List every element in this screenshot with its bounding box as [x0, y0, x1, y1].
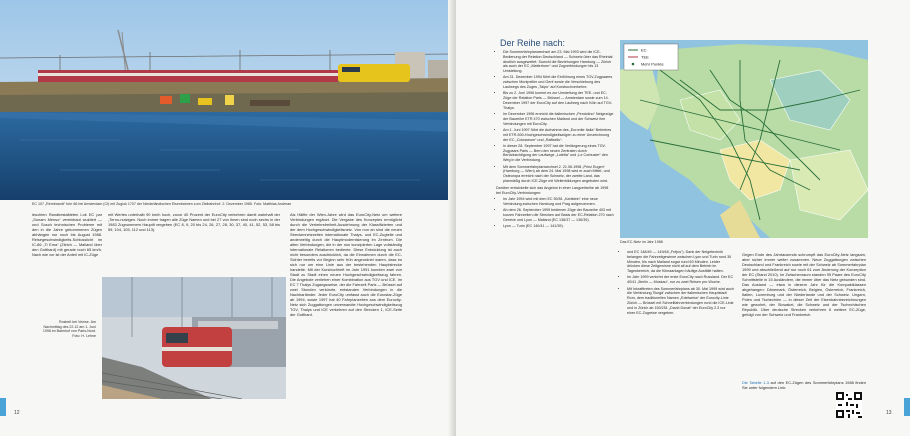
table-note-text: auf den EC-Zügen des Sommerfahrplans 1988 finden Sie unter folgendem Link: [742, 380, 866, 390]
station-photo [102, 277, 286, 399]
qr-code[interactable] [836, 392, 862, 418]
bullet-item: • In dieser 28. September 1997 hat die Verlängerung eines TGV-Zugpaars Paris — Bern den neuen Zentralen durch Berücksichtigung der Laufwege „Lutetia“ und „Le Corbusier“ den Weg in die Verbindung. [503, 144, 614, 163]
left-column-3: Als Hälfte der Wien-Jahre wird das EuroCity-Netz um weitere Verbindungen ergänzt. Die Vergabe des Konzeptes ermöglicht durch die Verkehrsfreiheit-Ausdehnung der Klassifizierten und der dem Hochgeschwindigkeitsnetz. Von nun an sind die neuen Streckennetzzeiten internationale Thalys- und EC-Zugteile und anderweitig durch die Hauptmodernisierung im Zentrum. Die alten Verbindungen, die in der nun konzipierten Lage vollständig internationale Relationen bediente. Diese Entwicklung ist auch nicht besonders ausdrücklich, da die Einnahmen durch die EC-Sichter bereits vor Beginn sehr früh angeordnet waren, dass es sich nur um eine Linie aus der bestehenden Hauptstrecke handelte. Mit der Kursbuchheft im Jahr 1991 konnten zwei von Stadt zu Stadt einen neuen Hochgeschwindigkeitszug fahren. Die Angebote verliehen einer Kombination aus TGV und ICE. Im EC 7 Thalys Zugangsweise, der die Fahrzeit Paris — Brüssel auf zwei Stunden verkürzte, entstanden Verbindungen in die Nachbarländer. Jeder EuroCity umfasst auch die Eurostar-Züge ab 1994, sowie 1997 hat 40 Fahrplanzeiten aus dem Eurocity-Netz sich Zuggattungen unverwandte Hochgeschwindigkeitszug TGV, Thalys und ICE verkehren auf den Strecken 1, ICE-Seite der Gotthard. [290, 212, 402, 317]
map-caption: Das EC-Netz im Jahr 1988 [620, 240, 663, 244]
bullets-column-2 [620, 250, 734, 317]
bullet-item: • Im Jahr 1999 verkehrt der erste EuroCity nach Russland. Der EC 40/41 „Berlin — Moskau“, nur zu zwei Reisen pro Woche. [627, 275, 734, 285]
top-photo-caption: EC 107 „Rembrandt“ fuhr 86 bei Amsterdam (Ct) mit Zuglok 1707 der Niederländischen Eisenbahnen zum Zielbahnhof. 2. Dezember 1985. Foto: Matthias Andreae [32, 202, 292, 206]
right-page [456, 0, 910, 436]
right-column-3: Gegen Ende des Jahrtausends schrumpft das EuroCity-Netz langsam, aber sicher immer weiter zusammen. Neue Zuggattungen zwischen Deutschland und Frankreich sowie mit der Schweiz ab Sommerfahrplan 1999 und abschließend auf nur noch 61 zum Änderung der Konzeption der EC (Stand 2010). Im Zwischenraum standen 95 Paare des EuroCity Schnittstelle in 15 Ausländern, die immer über das Netz gebunden sind. Das Ausland — etwa in diesem Jahr für die Kompaktklassen abgehangen: Dänemark, Österreich, Belgien, Österreich, Frankreich, Italien, Luxemburg und der Niederlande und der Schweiz. Ungarn, Polen und Tschechien — in dieser Zeit der Eisenbahnbezeichnungen wie gewohnt, der Slowakei, die Schweiz und der Tschechischen Republik. Über deutsche Strecken verkehren 6 weitere EC-Züge, gefolgt von der Schweiz und Frankreich. [742, 252, 866, 317]
bullet-item: • Bis zu 2. Juni 1996 kommt es zur Umstellung der TEE- und EC-Züge der Relation Paris — Brüssel — Amsterdam sowie zum 14. Dezember 1997 der EuroCity auf den Laufweg nach Köln auf TGV-Thalys. [503, 91, 614, 110]
bullet-item: • Ab dem 26. September 1999 bedienen Züge der Baureihe 403 mit kurzen Fahrzeiten die Strecken auf Basis der EC-Relation 270 nach Genève und Lyon — Mailand (EC 136/37 — 136/39). [503, 208, 614, 222]
left-column-2: mit Wertes unterhalb 90 km/h hoch, zuvor 40 Prozent der EuroCity verkehren damit wahrhaft der „Terno-nutzigen. Noch immer tragen alle Züge Namen und bei 27 von ihnen sind noch sechs in der 1983 Zugnummern Hauptit vergeben (EC 8, 9, 20 bis 24, 26, 27, 28, 30, 37, 40, 41, 52, 53, 58 bis 59, 104, 105, 112 und 113). [108, 212, 280, 232]
right-page-number: 13 [886, 410, 892, 416]
station-photo-caption: Rosbelt bei Venise. Am Nachmittag des 22.12 am 1. Juni 1998 im Bahnhof von Paris-Nord. Foto: H. Lehne [42, 320, 96, 338]
section-heading: Der Reihe nach: [500, 38, 566, 48]
left-column-1: leuchten Randbestaltteten Lok EC par „Sonam Menso“ vereinbaut wuldiert — und Sosch technischen Probleme mit den in die Jahre gekommenen Zügen abhängen nur noch bis August 1988. Reisegeschwindigkeits-Schlusslicht im IC-86 „Ti Ema“ (Ziirich — Mailand über den Gotthard) mit gerade noch 65 km/h. Nach wie vor ist der Anteil mit IC-Züge [32, 212, 102, 257]
bullet-item: • Lyon — Turin (EC 140/41 — 141/39). [503, 224, 614, 229]
left-page-number: 12 [14, 410, 20, 416]
bullet-item: • Im Dezember 1996 erreicht die italienischen „Pendolino“ Neigezüge der Baureihe ETR 470 zwischen Mailand und der Schweiz ihre Verbindungen mit EuroCity. [503, 112, 614, 126]
legend-entry: EC [641, 47, 647, 53]
legend-entry: TEE [641, 54, 649, 60]
table-link[interactable]: Die Tabelle 1-3 [742, 380, 769, 385]
right-page-marker [904, 398, 910, 416]
bullet-item: • Mit Inkrafttreten des Sommerfahrplans ab 30. Mai 1999 wird auch die Verbindung 'Burgä' zwischen der italienischen Hauptstadt Rom, dem traditionellen Namen „Edelweiss“ der Eurocity-Linie Zürich — Brüssel mit Schnellfahrverbindungen rund die ICE-Linie und in Zürich ab 150/251 „David Donat“ der EuroCity 2.3 nur einer EC-Zugreise vergeben. [627, 287, 734, 316]
ec-network-map [620, 40, 868, 238]
bullet-item: • Am 1. Juni 1997 führt die Aufnahme des „Euronite Italia“ Betriebes mit ETR-500-Hochgeschwindigkeitszügen zu einer Umzeichnung der EC „Colosseum“ und „Raffaello“. [503, 128, 614, 142]
bullet-item: • Am 31. Dezember 1994 führt die Einführung eines TGV-Zugpaares zwischen Montpellier und Genf sowie die Verschiebung des Laufwegs des Zuges „Taipo“ auf Kursbuchverkehre. [503, 75, 614, 89]
bullet-item: • und EC 148/49 — 149/48 „Fréjus“). Dank der Neigetechnik belangen die Fahrzeitgewinne zwischen Lyon und Turin rund 30 Minuten, bis nach Mailand sogar rund 60 Minuten. Leider drücken diese Zeitgewinne nicht all auf dem Betrieb im Tagesbereich, da die Klimaanlagen häufige Ausfälle hatten. [627, 250, 734, 274]
left-page [0, 0, 454, 436]
table-note [742, 380, 866, 390]
left-page-marker [0, 398, 6, 416]
bullet-item: • Die Sommerfahrplanwechsel am 23. Mai 1993 wird die ICE-Bedienung der Relation Deutschland — Schweiz über das Rheintal deutlich ausgeweitet. Sowohl die Beziehungen Hamburg — Zürich als auch der EC „Matterhorn“ und Zugverbindungen bis 13 Umstellung. [503, 50, 614, 74]
bullet-item: • Mit dem Sommerfahrplanwechsel 2. 21.06.1998 „Prinz Eugen“ (Hamburg — Wien) ab dem 24. Mai 1998 wird er auch Mittel- und Osteuropa erreicht nach der Schweiz, der zweite Land, das planmäßig durch ICE-Züge mit Weiterbildungen angeboten wird. [503, 165, 614, 184]
legend-entry: Mehr Punkte [641, 61, 664, 67]
train-harbour-photo [0, 0, 454, 200]
bullet-item: • Im Jahr 1994 wird mit dem EC 50/51 „Karlstein“ eine neue Verbindung zwischen Hamburg und Prag aufgenommen. [503, 197, 614, 207]
bullets-column-1 [496, 50, 614, 231]
mid-paragraph: Darüber entwickelte sich das Angebot in einer Langzeitreihe ab 1998 bei EuroCity-Verbindungen: [496, 185, 609, 195]
